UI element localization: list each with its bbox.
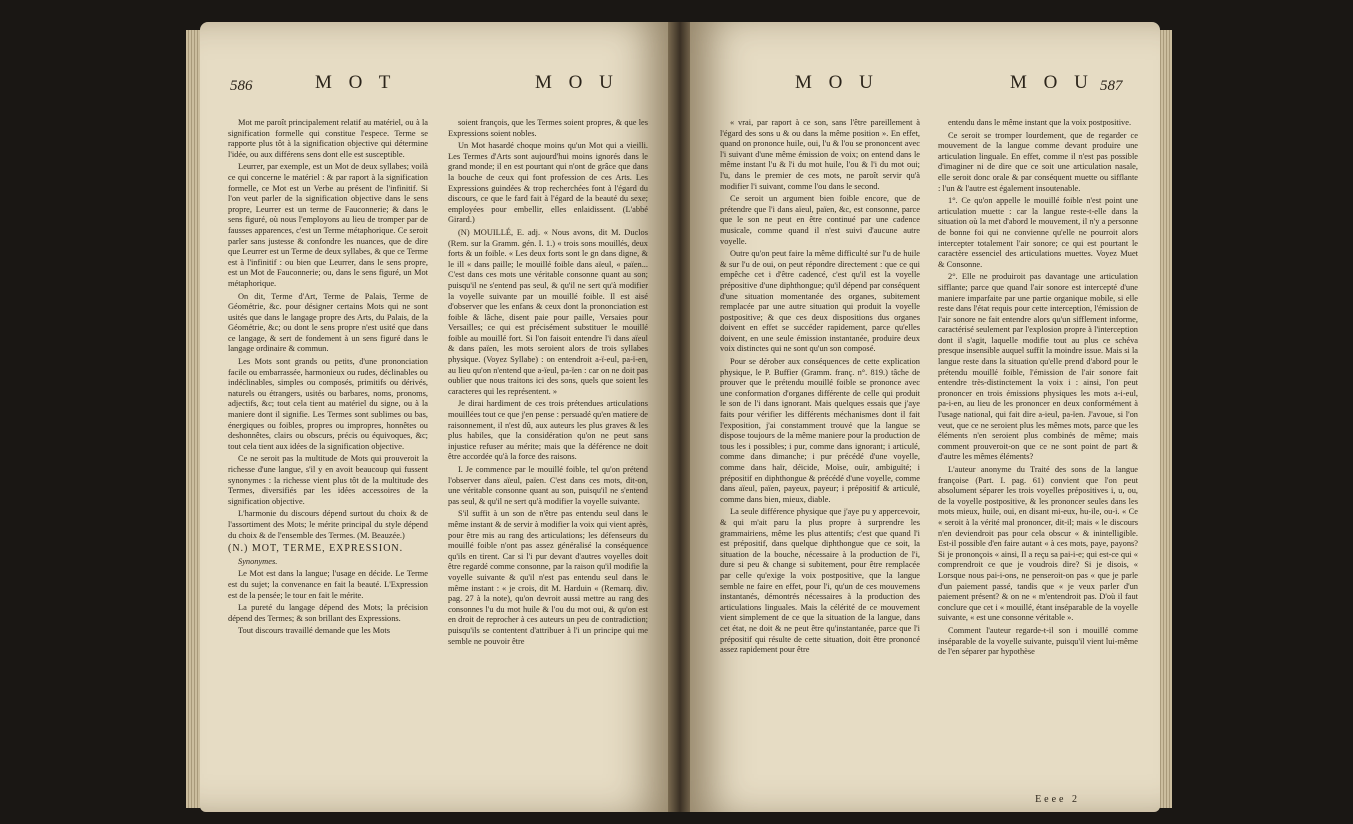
entry-subtitle: Synonymes.: [238, 556, 278, 566]
paragraph: On dit, Terme d'Art, Terme de Palais, Terme de Géométrie, &c. pour désigner certains Mots qui ne sont usités que dans le langage propre des Arts, du Palais, de la Géométrie, &c; ou dont le sens propre n'est usité que dans ce langage, & sert de fondement à un sens figuré dans le langage ordinaire & commun.: [228, 291, 428, 354]
paragraph: Mot me paroît principalement relatif au matériel, ou à la signification formelle qui constitue l'espece. Terme se rapporte plus tôt à la signification objective qui détermine l'idée, ou aux différens sens dont elle est susceptible.: [228, 118, 428, 159]
page-number-right: 587: [1100, 78, 1123, 94]
right-column-2: [938, 118, 1138, 808]
paragraph: La seule différence physique que j'aye pu y appercevoir, & qui m'ait paru la plus propre à surprendre les grammairiens, même les plus attentifs; c'est que quand l'i est prépositif, dans quelque diphthongue que ce soit, la situation de la bouche, nécessaire à la production de l'i, dure si peu & change si subitement, pour être remplacée par celle qu'exige la voix postpositive, que la langue semble ne faire en effet, pour l'i, qu'un de ces mouvemens instantanés, démontrés nécessaires à la production des articulations linguales. Mais la célérité de ce mouvement vient simplement de ce que la situation de la langue, dans cet état, ne doit & ne peut être qu'instantanée, parce que l'i prépositif qui résulte de cette situation, doit être prononcé assez rapidement pour être: [720, 507, 920, 655]
paragraph: (N) MOUILLÉ, E. adj. « Nous avons, dit M. Duclos (Rem. sur la Gramm. gén. I. 1.) « trois sons mouillés, deux forts & un foible. « Les deux forts sont le gn dans digne, & le ill « dans paille; le mouillé foible dans aïeul, « païen... C'est dans ces mots une véritable consonne quant au son; puisqu'il ne s'entend pas seul, & qu'il ne sert qu'à modifier la voyelle suivante par un mouillé foible. Il est aisé d'observer que les enfans & ceux dont la prononciation est foible & lâche, disent paie pour paille, Versaies pour Versailles; ce qui est précisément substituer le mouillé foible au mouillé fort. Si l'on faisoit entendre l'i dans aïeul & dans païen, les mots seroient alors de trois syllabes physique. (Voyez Syllabe) : on entendroit a-ï-eul, pa-ï-en, au lieu qu'on n'entend que a-ïeul, pa-ïen : car on ne doit pas oublier que nous traitons ici des sons, quels que soient les caracteres qui les représentent. »: [448, 227, 648, 396]
paragraph: S'il suffit à un son de n'être pas entendu seul dans le même instant & de servir à modifier la voix qui vient après, pour être mis au rang des articulations; les défenseurs du mouillé foible n'ont pas assez généralisé la conséquence qu'ils en tirent. Car si l'i pur devant d'autres voyelles doit être regardé comme consonne, par la raison qu'il modifie la voyelle suivante & qu'il n'est pas entendu seul dans le même instant : « je crois, dit M. Harduin « (Remarq. div. pag. 27 à la note), qu'on devroit aussi mettre au rang des consonnes l'u du mot huile & l'ou du mot oui, & qu'on est en droit de reprocher à ces auteurs un peu de contradiction; puisqu'ils se contentent d'attribuer à l'i un principe qui me semble ne pouvoir être: [448, 509, 648, 646]
paragraph: entendu dans le même instant que la voix postpositive.: [948, 118, 1132, 127]
paragraph: « vrai, par raport à ce son, sans l'être pareillement à l'égard des sons u & ou dans la même position ». En effet, quand on prononce huile, oui, l'u & l'ou se prononcent avec l'i suivant d'une même émission de voix; on entend dans le même instant l'u & l'i du mot huile, l'ou & l'i du mot oui; l'u, dans le premier de ces mots, ne paroît servir qu'à modifier l'i suivant, comme l'ou dans le second.: [720, 118, 920, 191]
paragraph: Leurrer, par exemple, est un Mot de deux syllabes; voilà ce qui concerne le matériel : & par raport à la signification formelle, ce Mot est un Verbe au présent de l'infinitif. Si l'on veut parler de la signification objective dans le sens propre, Leurrer est un terme de Fauconnerie; & dans le sens figuré, où nous l'employons au lieu de tromper par de fausses apparences, c'est un Terme métaphorique. Ce seroit parler sans justesse & confondre les nuances, que de dire que Leurrer est un Terme de deux syllabes, & que ce Terme est à l'infinitif : ou bien que Leurrer, dans le sens propre, est un Mot de Fauconnerie; ou, dans le sens figuré, un Mot métaphorique.: [228, 162, 428, 288]
running-head-left-2: M O U: [535, 72, 619, 93]
paragraph: L'harmonie du discours dépend surtout du choix & de l'assortiment des Mots; le mérite principal du style dépend du choix & de l'ensemble des Termes. (M. Beauzée.): [228, 509, 428, 540]
paragraph: La pureté du langage dépend des Mots; la précision dépend des Termes; & son brillant des Expressions.: [228, 603, 428, 623]
paragraph: Ce ne seroit pas la multitude de Mots qui prouveroit la richesse d'une langue, s'il y en avoit beaucoup qui fussent synonymes : la richesse vient plus tôt de la multitude des Termes, diversifiés par les idées accessoires de la signification objective.: [228, 454, 428, 506]
paragraph: I. Je commence par le mouillé foible, tel qu'on prétend l'observer dans aïeul, païen. C'est dans ces mots, dit-on, une véritable consonne quant au son, puisqu'il ne s'entend pas seul, & qu'il ne sert qu'à modifier la voyelle suivante.: [448, 465, 648, 506]
signature-mark: Eeee 2: [1035, 794, 1080, 805]
paragraph: L'auteur anonyme du Traité des sons de la langue françoise (Part. I. pag. 61) convient que l'on peut absolument séparer les trois voyelles prépositives i, u, ou, de la voyelle postpositive, & les prononcer seules dans les mots mieux, huile, oui, en disant mi-eux, hu-ile, ou-i. « Ce « seroit à la vérité mal prononcer, dit-il; mais « le discours n'en deviendroit pas pour cela obscur « & inintelligible. Est-il possible d'en faire autant « à ces mots, paye, payons? Si je prononçois « ainsi, Il a reçu sa pai-i-e; qui est-ce qui « comprendroit ce que je voudrois dire? Si je disois, « Lorsque nous pai-i-ons, ne penseroit-on pas « que je parle d'un paiement passé, tandis que « je veux parler d'un paiement présent? & on ne « m'entendroit pas. D'où il faut conclure que cet i « mouillé, étant inséparable de la voyelle suivante, « est une consonne véritable ».: [938, 465, 1138, 623]
left-column-2: [448, 118, 648, 808]
paragraph: 1°. Ce qu'on appelle le mouillé foible n'est point une articulation muette : car la langue reste-t-elle dans la situation où la met d'abord le mouvement, il n'y a personne de bonne foi qui ne convienne qu'elle ne pourroit alors intercepter totalement l'air sonore; ce qui est pourtant le caractère essenciel des articulations muettes. Voyez Muet & Consonne.: [938, 196, 1138, 269]
page-number-left: 586: [230, 78, 253, 94]
paragraph: Outre qu'on peut faire la même difficulté sur l'u de huile & sur l'u de oui, on peut répondre directement : que ce qui empêche cet i d'être cadencé, c'est qu'il est la voyelle prépositive d'une diphthongue; qu'il dépend par conséquent d'une situation momentanée des organes, subitement remplacée par une autre situation qui produit la voyelle postpositive; & que ces deux dispositions dus organes doivent en effet se succéder rapidement, parce qu'elles doivent, en une seule émission instantanée, produire deux voix distinctes qui ne sont qu'un son composé.: [720, 249, 920, 354]
paragraph: Je dirai hardiment de ces trois prétendues articulations mouillées tout ce que j'en pense : persuadé qu'en matiere de raisonnement, il n'est dû, aux auteurs les plus graves & les plus habiles, que la considération qu'on ne peut sans injustice refuser au mérite; mais que la déférence ne doit être accordée qu'à la force des raisons.: [448, 399, 648, 462]
paragraph: 2°. Elle ne produiroit pas davantage une articulation sifflante; parce que quand l'air sonore est intercepté d'une maniere imparfaite par une partie organique mobile, si elle reste dans l'état requis pour cette interception, l'émission de l'air sonore ne fait entendre alors qu'un sifflement informe, caractérisé seulement par l'explosion propre à l'interception dont il s'agit, laquelle modifie tout au plus ce schéva presque insensible auquel suffit la moindre issue. Mais si la langue reste dans la situation qu'elle prend d'abord pour le prétendu mouillé foible, l'émission de l'air sonore fait entendre très-distinctement la voix i : ainsi, l'on peut prononcer en trois émissions physiques les mots a-i-eul, pa-i-en, au lieu de les prononcer en deux conformément à l'usage national, qui fait dire a-ieul, pa-ïen. J'avoue, si l'on veut, que ce ne seroient plus les mêmes mots, parce que les éléments n'en seroient plus combinés de même; mais comment prouveroit-on que ce ne sont point de part & d'autre les mêmes éléments?: [938, 272, 1138, 462]
paragraph: Pour se dérober aux conséquences de cette explication physique, le P. Buffier (Gramm. franç. n°. 819.) tâche de prouver que le prétendu mouillé foible se prononce avec une conformation d'organes différente de celle qui produit le son de l'i dans ignorant. Mais quelques essais que j'aye faits pour vérifier les différents méchanismes dont il fait l'exposition, j'ai constamment trouvé que la langue se dispose toujours de la même maniere pour la production de tous les i possibles; i pur, comme dans ignorant; i articulé, comme dans dimanche; i pur précédé d'une voyelle, comme dans haïr, déicide, Moïse, ouïr, ambiguïté; i prépositif en diphthongue & précédé d'une voyelle, comme dans aïeul, païen, payeux, payeur; i prépositif & articulé, comme dans bien, mieux, diable.: [720, 357, 920, 504]
paragraph: soient françois, que les Termes soient propres, & que les Expressions soient nobles.: [448, 118, 648, 138]
running-head-right-1: M O U: [795, 72, 879, 93]
running-head-right-2: M O U: [1010, 72, 1094, 93]
paragraph: Le Mot est dans la langue; l'usage en décide. Le Terme est du sujet; la convenance en fait la beauté. L'Expression est de la pensée; le tour en fait le mérite.: [228, 569, 428, 600]
left-page: [200, 22, 670, 812]
paragraph: Un Mot hasardé choque moins qu'un Mot qui a vieilli. Les Termes d'Arts sont aujourd'hui moins ignorés dans le grand monde; il en est pourtant qui n'ont de grâce que dans la bouche de ceux qui font profession de ces Arts. Les Expressions guindées & trop recherchées font à l'égard du discours, ce que le fard fait à l'égard de la beauté du sexe; employées pour embellir, elles enlaidissent. (L'abbé Girard.): [448, 141, 648, 225]
left-column-1: [228, 118, 428, 808]
book-gutter: [668, 22, 692, 812]
paragraph: Ce seroit un argument bien foible encore, que de prétendre que l'i dans aïeul, païen, &c, est consonne, parce que le son ne peut en être continué par une cadence musicale, comme quand il n'est suivi d'aucune autre voyelle.: [720, 194, 920, 246]
entry-title: (N.) MOT, TERME, EXPRESSION.: [228, 543, 404, 555]
paragraph: Ce seroit se tromper lourdement, que de regarder ce mouvement de la langue comme devant produire une articulation linguale. En effet, comme il n'est pas possible d'imaginer ni de dire que ce soit une articulation nasale, elle seroit donc orale & par conséquent muette ou sifflante : l'un & l'autre est également insoutenable.: [938, 130, 1138, 193]
right-page: [690, 22, 1160, 812]
page-edges-right: [1158, 30, 1172, 808]
running-head-left-1: M O T: [315, 72, 397, 93]
paragraph: Tout discours travaillé demande que les Mots: [238, 626, 390, 636]
paragraph: Comment l'auteur regarde-t-il son i mouillé comme inséparable de la voyelle suivante, puisqu'il vient lui-même de l'en séparer par hypothèse: [938, 625, 1138, 657]
right-column-1: [720, 118, 920, 808]
paragraph: Les Mots sont grands ou petits, d'une prononciation facile ou embarrassée, harmonieux ou rudes, déclinables ou indéclinables, simples ou composés, primitifs ou dérivés, naturels ou étrangers, usités ou barbares, noms, pronoms, adjectifs, &c; tout cela tient au matériel du signe, ou à la maniere dont il signifie. Les Termes sont sublimes ou bas, énergiques ou foibles, propres ou impropres, honnêtes ou deshonnêtes, clairs ou obscurs, précis ou équivoques, &c; tout cela tient aux idées de la signification objective.: [228, 357, 428, 451]
